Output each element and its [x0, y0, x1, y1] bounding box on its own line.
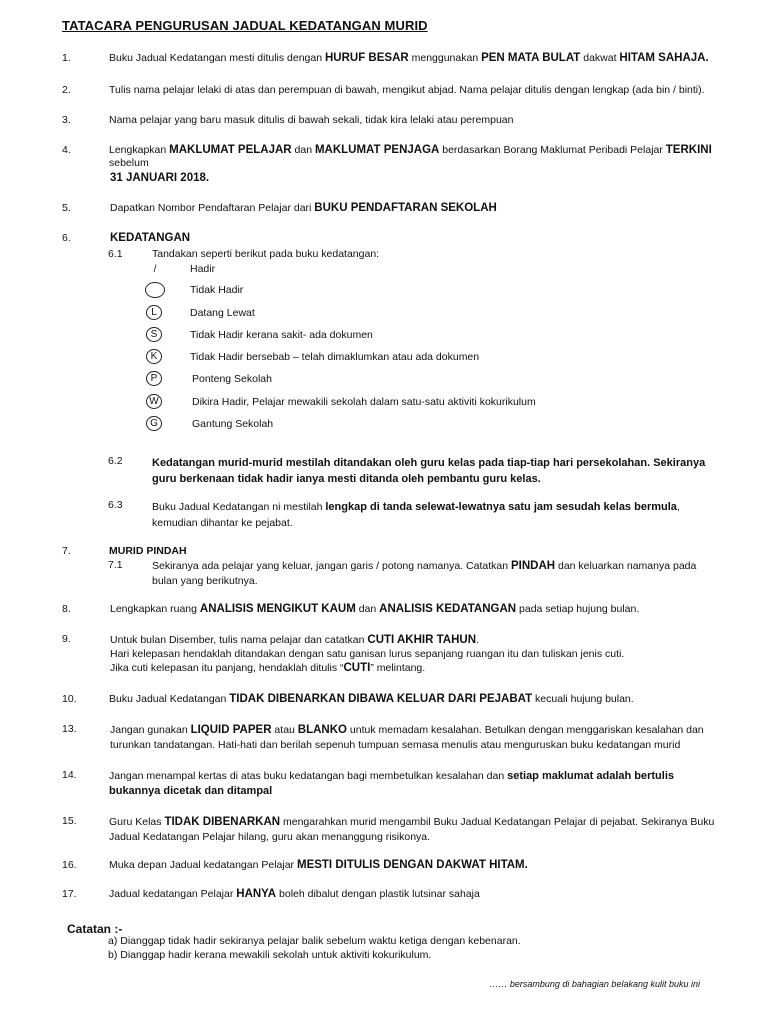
item-number: 8.: [62, 603, 71, 615]
slash-mark: /: [153, 263, 157, 275]
item-text: Jangan menampal kertas di atas buku kedatangan bagi membetulkan kesalahan dan setiap maklumat adalah bertulis bukannya dicetak dan ditampal: [109, 770, 674, 797]
empty-circle-icon: [145, 282, 165, 298]
subitem-text: Tandakan seperti berikut pada buku kedatangan:: [152, 248, 380, 260]
subitem-text: Sekiranya ada pelajar yang keluar, jangan garis / potong namanya. Catatkan PINDAH dan keluarkan namanya pada bulan yang berikutnya.: [152, 560, 697, 587]
code-label: Tidak Hadir: [190, 284, 244, 296]
code-label: Dikira Hadir, Pelajar mewakili sekolah dalam satu-satu aktiviti kokurikulum: [192, 396, 536, 408]
item-number: 3.: [62, 114, 71, 126]
item-number: 5.: [62, 202, 71, 214]
circle-k-icon: K: [146, 349, 162, 364]
item-text: Nama pelajar yang baru masuk ditulis di bawah sekali, tidak kira lelaki atau perempuan: [109, 114, 514, 126]
item-text: Dapatkan Nombor Pendaftaran Pelajar dari BUKU PENDAFTARAN SEKOLAH: [110, 202, 497, 214]
subitem-number: 6.2: [108, 455, 123, 467]
code-label: Tidak Hadir kerana sakit- ada dokumen: [190, 329, 373, 341]
item-text: Guru Kelas TIDAK DIBENARKAN mengarahkan murid mengambil Buku Jadual Kedatangan Pelajar di pejabat. Sekiranya Buku Jadual Kedatangan Pelajar hilang, guru akan menanggung risikonya.: [109, 816, 715, 843]
code-label: Datang Lewat: [190, 307, 255, 319]
item-number: 7.: [62, 545, 71, 557]
code-row-lewat: [0, 305, 768, 323]
code-row-tidak-hadir: [0, 282, 768, 300]
notes-heading: Catatan :-: [67, 922, 123, 936]
code-row-bersebab: [0, 349, 768, 367]
code-row-ponteng: [0, 371, 768, 389]
code-label: Tidak Hadir bersebab – telah dimaklumkan atau ada dokumen: [190, 351, 480, 363]
item-text: Buku Jadual Kedatangan mesti ditulis dengan HURUF BESAR menggunakan PEN MATA BULAT dakwat HITAM SAHAJA.: [109, 52, 709, 64]
item-text: Jangan gunakan LIQUID PAPER atau BLANKO untuk memadam kesalahan. Betulkan dengan menggariskan kesalahan dan turunkan tandatangan. Hati-hati dan berilah sepenuh tumpuan semasa menulis atau menguruskan buku kedatangan murid: [110, 724, 704, 751]
code-row-hadir: [0, 261, 768, 279]
item-number: 6.: [62, 232, 71, 244]
note-b: b) Dianggap hadir kerana mewakili sekolah untuk aktiviti kokurikulum.: [108, 949, 432, 961]
item-text: Lengkapkan MAKLUMAT PELAJAR dan MAKLUMAT PENJAGA berdasarkan Borang Maklumat Peribadi Pelajar TERKINI: [109, 144, 712, 156]
circle-p-icon: P: [146, 371, 162, 386]
code-row-wakil: [0, 394, 768, 412]
item-text: Untuk bulan Disember, tulis nama pelajar dan catatkan CUTI AKHIR TAHUN. Hari kelepasan hendaklah ditandakan dengan satu ganisan lurus sepanjang ruangan itu dan tuliskan jenis cuti. Jika cuti kelepasan itu panjang, hendaklah ditulis “CUTI” melintang.: [110, 634, 625, 674]
item-date: 31 JANUARI 2018.: [110, 172, 210, 184]
item-text: Tulis nama pelajar lelaki di atas dan perempuan di bawah, mengikut abjad. Nama pelajar ditulis dengan lengkap (ada bin / binti).: [109, 84, 705, 96]
item-number: 17.: [62, 888, 77, 900]
item-number: 16.: [62, 859, 77, 871]
circle-l-icon: L: [146, 305, 162, 320]
subitem-number: 6.3: [108, 499, 123, 511]
code-label: Ponteng Sekolah: [192, 373, 272, 385]
item-number: 15.: [62, 815, 77, 827]
code-row-sakit: [0, 327, 768, 345]
item-number: 2.: [62, 84, 71, 96]
subitem-number: 7.1: [108, 559, 123, 571]
subitem-number: 6.1: [108, 248, 123, 260]
circle-w-icon: W: [146, 394, 162, 409]
item-text-line2: sebelum: [109, 157, 149, 169]
item-text: Jadual kedatangan Pelajar HANYA boleh dibalut dengan plastik lutsinar sahaja: [109, 888, 480, 900]
continuation-note: …… bersambung di bahagian belakang kulit buku ini: [489, 979, 700, 989]
item-number: 14.: [62, 769, 77, 781]
item-text: Muka depan Jadual kedatangan Pelajar MESTI DITULIS DENGAN DAKWAT HITAM.: [109, 859, 528, 871]
section-heading: MURID PINDAH: [109, 545, 187, 557]
item-number: 10.: [62, 693, 77, 705]
item-text: Buku Jadual Kedatangan TIDAK DIBENARKAN DIBAWA KELUAR DARI PEJABAT kecuali hujung bulan.: [109, 693, 634, 705]
item-number: 1.: [62, 52, 71, 64]
note-a: a) Dianggap tidak hadir sekiranya pelajar balik sebelum waktu ketiga dengan kebenaran.: [108, 935, 521, 947]
code-label: Hadir: [190, 263, 216, 275]
subitem-text: Buku Jadual Kedatangan ni mestilah lengkap di tanda selewat-lewatnya satu jam sesudah kelas bermula, kemudian dihantar ke pejabat.: [152, 501, 680, 529]
subitem-text: Kedatangan murid-murid mestilah ditandakan oleh guru kelas pada tiap-tiap hari persekolahan. Sekiranya guru berkenaan tidak hadir ianya mesti ditanda oleh pembantu guru kelas.: [152, 457, 706, 485]
item-number: 13.: [62, 723, 77, 735]
item-text: Lengkapkan ruang ANALISIS MENGIKUT KAUM dan ANALISIS KEDATANGAN pada setiap hujung bulan.: [110, 603, 640, 615]
circle-g-icon: G: [146, 416, 162, 431]
code-label: Gantung Sekolah: [192, 418, 274, 430]
item-number: 4.: [62, 144, 71, 156]
page-title: TATACARA PENGURUSAN JADUAL KEDATANGAN MURID: [62, 18, 428, 33]
item-number: 9.: [62, 633, 71, 645]
code-row-gantung: [0, 416, 768, 434]
section-heading: KEDATANGAN: [110, 232, 191, 244]
circle-s-icon: S: [146, 327, 162, 342]
